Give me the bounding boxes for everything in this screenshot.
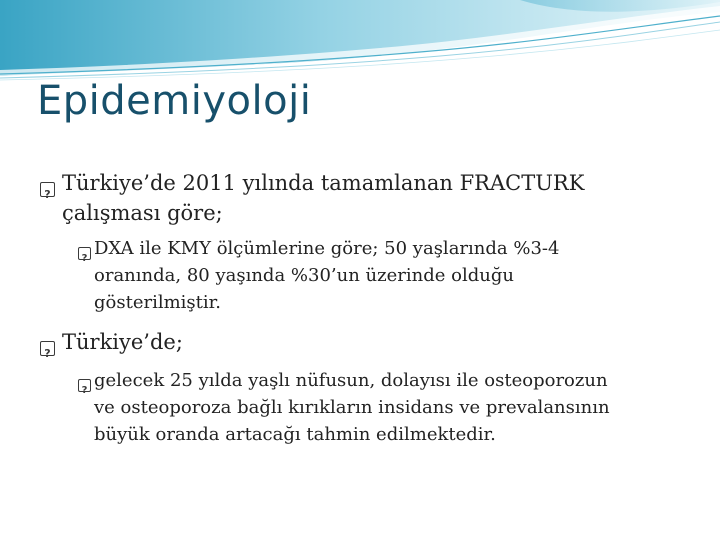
bullet-line: gösterilmiştir.	[94, 292, 222, 313]
bullet-item-gelecek	[78, 367, 688, 448]
missing-glyph-bullet-icon	[40, 175, 55, 205]
missing-glyph-bullet-icon	[40, 334, 55, 364]
bullet-line: Türkiye’de 2011 yılında tamamlanan FRACTURK	[62, 171, 585, 195]
bullet-line: büyük oranda artacağı tahmin edilmektedir.	[94, 424, 496, 445]
slide-title: Epidemiyoloji	[37, 78, 312, 124]
bullet-line: Türkiye’de;	[62, 330, 183, 354]
bullet-item-turkiye	[40, 327, 680, 357]
bullet-line: DXA ile KMY ölçümlerine göre; 50 yaşlarında %3-4	[94, 238, 560, 259]
bullet-line: ve osteoporoza bağlı kırıkların insidans ve prevalansının	[94, 397, 610, 418]
bullet-item-fracturk	[40, 168, 680, 228]
missing-glyph-bullet-icon	[78, 241, 91, 268]
bullet-item-dxa	[78, 235, 688, 316]
bullet-line: oranında, 80 yaşında %30’un üzerinde olduğu	[94, 265, 514, 286]
header-wave-decoration	[0, 0, 720, 90]
bullet-line: çalışması göre;	[62, 201, 223, 225]
bullet-line: gelecek 25 yılda yaşlı nüfusun, dolayısı ile osteoporozun	[94, 370, 608, 391]
missing-glyph-bullet-icon	[78, 373, 91, 400]
